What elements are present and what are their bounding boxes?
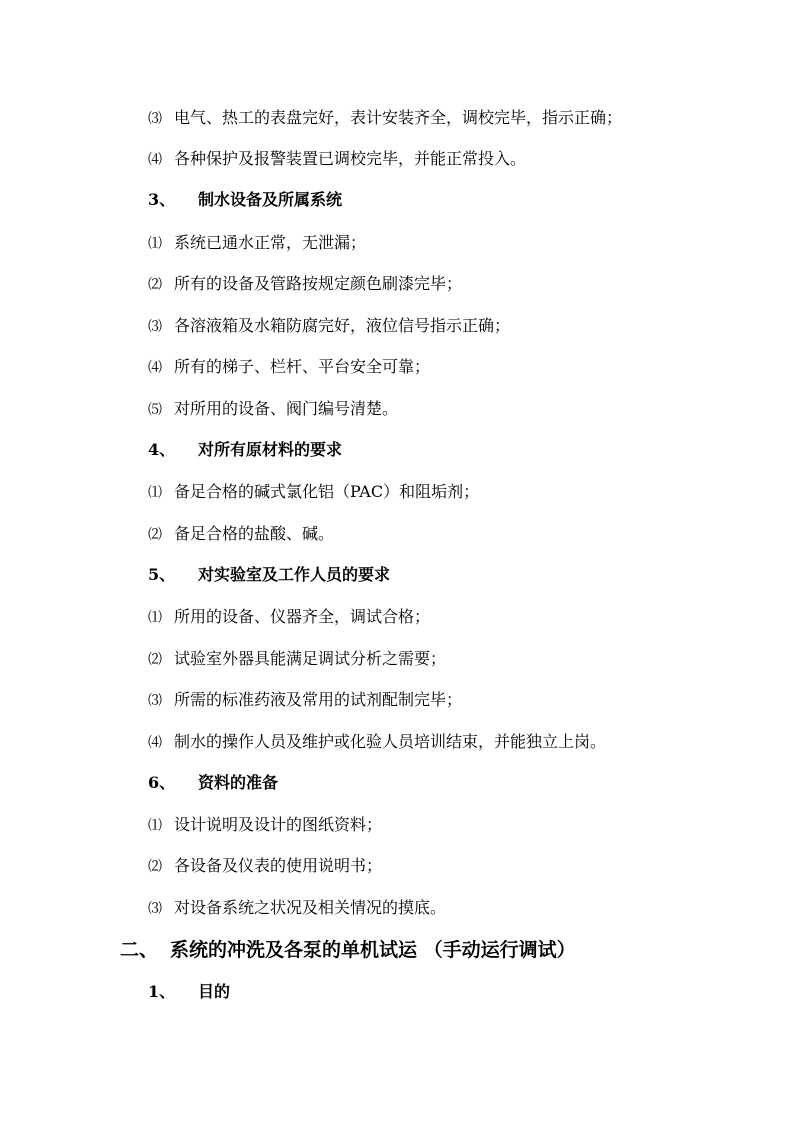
list-item — [148, 399, 398, 420]
list-item — [148, 607, 430, 628]
item-number: ⑵ — [148, 859, 162, 875]
item-number: ⑵ — [148, 527, 162, 543]
item-text: 各种保护及报警装置已调校完毕，并能正常投入。 — [174, 149, 527, 168]
section-heading — [148, 190, 342, 210]
list-item — [148, 482, 479, 503]
section-title: 对所有原材料的要求 — [198, 440, 343, 459]
section-title: 目的 — [198, 982, 231, 1001]
item-text: 电气、热工的表盘完好，表计安装齐全，调校完毕，指示正确； — [174, 108, 623, 127]
item-number: ⑴ — [148, 818, 162, 834]
item-text: 所用的设备、仪器齐全，调试合格； — [174, 607, 431, 626]
list-item — [148, 357, 430, 378]
item-number: ⑶ — [148, 111, 162, 127]
section-heading — [148, 982, 230, 1002]
section-title: 对实验室及工作人员的要求 — [198, 565, 391, 584]
list-item — [148, 233, 366, 254]
section-heading — [148, 565, 390, 585]
item-text: 系统已通水正常，无泄漏； — [174, 233, 367, 252]
item-text: 试验室外器具能满足调试分析之需要； — [174, 649, 447, 668]
item-text: 各溶液箱及水箱防腐完好，液位信号指示正确； — [174, 316, 511, 335]
item-text: 所有的梯子、栏杆、平台安全可靠； — [174, 357, 431, 376]
section-heading — [148, 440, 342, 460]
section-title: 制水设备及所属系统 — [198, 190, 343, 209]
section-number: 6、 — [148, 773, 176, 792]
list-item — [148, 856, 382, 877]
chapter-title: 系统的冲洗及各泵的单机试运 （手动运行调试） — [170, 939, 576, 961]
item-number: ⑴ — [148, 236, 162, 252]
chapter-number: 二、 — [120, 939, 159, 961]
section-number: 3、 — [148, 190, 176, 209]
section-title: 资料的准备 — [198, 773, 279, 792]
list-item — [148, 690, 462, 711]
chapter-heading — [120, 938, 576, 962]
section-number: 5、 — [148, 565, 176, 584]
item-number: ⑷ — [148, 152, 162, 168]
list-item — [148, 108, 622, 129]
list-item — [148, 524, 334, 545]
list-item — [148, 274, 462, 295]
section-number: 4、 — [148, 440, 176, 459]
item-number: ⑶ — [148, 319, 162, 335]
item-number: ⑵ — [148, 277, 162, 293]
item-number: ⑷ — [148, 735, 162, 751]
list-item — [148, 815, 382, 836]
item-number: ⑶ — [148, 693, 162, 709]
item-text: 对所用的设备、阀门编号清楚。 — [174, 399, 399, 418]
item-text: 备足合格的碱式氯化铝（PAC）和阻垢剂； — [174, 482, 480, 501]
item-text: 各设备及仪表的使用说明书； — [174, 856, 383, 875]
item-text: 制水的操作人员及维护或化验人员培训结束，并能独立上岗。 — [174, 732, 607, 751]
list-item — [148, 732, 606, 753]
section-number: 1、 — [148, 982, 176, 1001]
item-number: ⑸ — [148, 402, 162, 418]
list-item — [148, 149, 526, 170]
section-heading — [148, 773, 278, 793]
item-text: 所需的标准药液及常用的试剂配制完毕； — [174, 690, 463, 709]
list-item — [148, 649, 446, 670]
list-item — [148, 316, 510, 337]
item-number: ⑷ — [148, 360, 162, 376]
item-text: 设计说明及设计的图纸资料； — [174, 815, 383, 834]
item-number: ⑴ — [148, 610, 162, 626]
item-text: 备足合格的盐酸、碱。 — [174, 524, 335, 543]
item-text: 对设备系统之状况及相关情况的摸底。 — [174, 898, 447, 917]
item-number: ⑶ — [148, 901, 162, 917]
list-item — [148, 898, 446, 919]
item-text: 所有的设备及管路按规定颜色刷漆完毕； — [174, 274, 463, 293]
item-number: ⑵ — [148, 652, 162, 668]
item-number: ⑴ — [148, 485, 162, 501]
